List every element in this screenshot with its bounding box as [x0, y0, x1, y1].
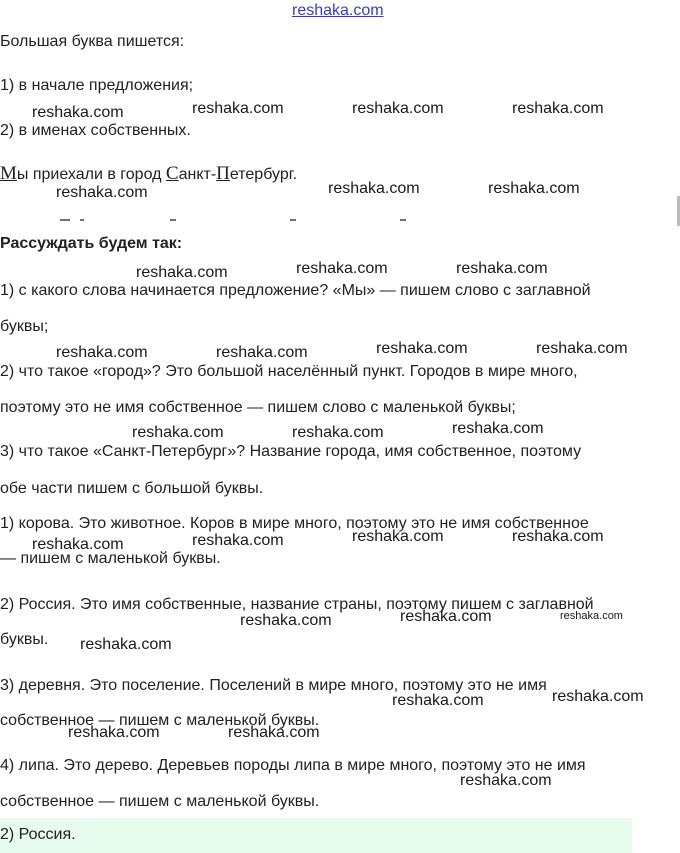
watermark: reshaka.com [560, 610, 623, 622]
reasoning-line: 1) с какого слова начинается предложение? «Мы» — пишем слово с заглавной [0, 282, 591, 299]
watermark: reshaka.com [512, 528, 604, 545]
watermark: reshaka.com [192, 100, 284, 117]
watermark: reshaka.com [460, 772, 552, 789]
exercise-line: — пишем с маленькой буквы. [0, 550, 221, 567]
watermark: reshaka.com [32, 536, 124, 553]
watermark: reshaka.com [400, 608, 492, 625]
example-sentence: Мы приехали в город Санкт-Петербург. [0, 163, 298, 184]
exercise-line: 1) корова. Это животное. Коров в мире много, поэтому это не имя собственное [0, 515, 589, 532]
answer-text: 2) Россия. [0, 826, 76, 843]
rule-heading: Большая буква пишется: [0, 33, 185, 50]
watermark: reshaka.com [456, 260, 548, 277]
watermark: reshaka.com [296, 260, 388, 277]
exercise-line: 3) деревня. Это поселение. Поселений в мире много, поэтому это не имя [0, 677, 547, 694]
watermark: reshaka.com [352, 528, 444, 545]
watermark: reshaka.com [56, 184, 148, 201]
watermark: reshaka.com [192, 532, 284, 549]
watermark: reshaka.com [352, 100, 444, 117]
reasoning-line: 2) что такое «город»? Это большой населённый пункт. Городов в мире много, [0, 363, 578, 380]
watermark: reshaka.com [68, 724, 160, 741]
watermark: reshaka.com [132, 424, 224, 441]
exercise-line: 4) липа. Это дерево. Деревьев породы липа в мире много, поэтому это не имя [0, 757, 586, 774]
reasoning-line: обе части пишем с большой буквы. [0, 480, 264, 497]
watermark: reshaka.com [80, 636, 172, 653]
watermark: reshaka.com [136, 264, 228, 281]
watermark: reshaka.com [488, 180, 580, 197]
rule-item: 2) в именах собственных. [0, 122, 191, 139]
reasoning-line: 3) что такое «Санкт-Петербург»? Название города, имя собственное, поэтому [0, 443, 582, 460]
reasoning-line: поэтому это не имя собственное — пишем слово с маленькой буквы; [0, 399, 516, 416]
watermark: reshaka.com [452, 420, 544, 437]
reasoning-heading: Рассуждать будем так: [0, 235, 183, 252]
watermark: reshaka.com [392, 692, 484, 709]
underlined-capital: П [216, 163, 230, 184]
rule-item: 1) в начале предложения; [0, 77, 194, 94]
site-watermark-link[interactable]: reshaka.com [292, 2, 384, 19]
exercise-line: буквы. [0, 631, 49, 648]
watermark: reshaka.com [216, 344, 308, 361]
watermark: reshaka.com [376, 340, 468, 357]
watermark: reshaka.com [552, 688, 644, 705]
exercise-line: 2) Россия. Это имя собственные, название страны, поэтому пишем с заглавной [0, 596, 594, 613]
underlined-capital: М [0, 163, 17, 184]
watermark: reshaka.com [240, 612, 332, 629]
watermark: reshaka.com [292, 424, 384, 441]
watermark: reshaka.com [32, 104, 124, 121]
watermark: reshaka.com [56, 344, 148, 361]
reasoning-line: буквы; [0, 318, 49, 335]
answer-highlight [0, 818, 632, 853]
exercise-line: собственное — пишем с маленькой буквы. [0, 712, 320, 729]
decorative-dashes [60, 218, 420, 222]
watermark: reshaka.com [228, 724, 320, 741]
watermark: reshaka.com [512, 100, 604, 117]
exercise-line: собственное — пишем с маленькой буквы. [0, 793, 320, 810]
watermark: reshaka.com [536, 340, 628, 357]
watermark: reshaka.com [328, 180, 420, 197]
underlined-capital: С [165, 163, 179, 184]
